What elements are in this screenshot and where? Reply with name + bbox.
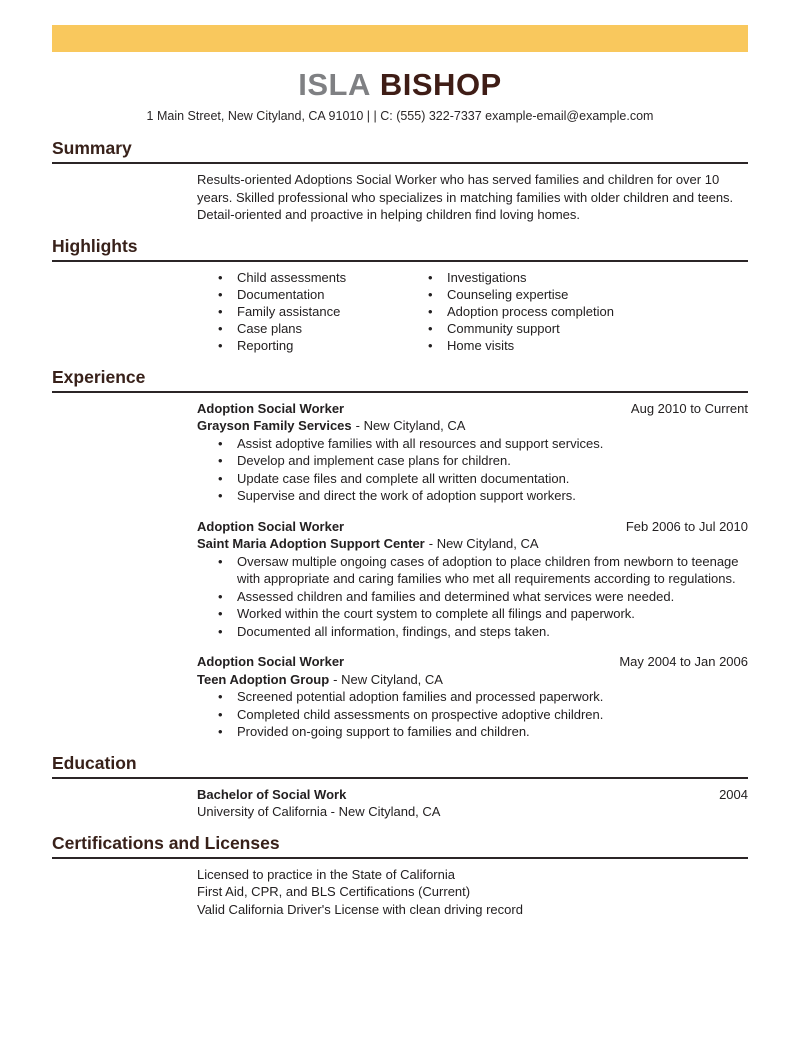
job-company-line xyxy=(197,417,748,435)
certification-item: Valid California Driver's License with clean driving record xyxy=(197,901,523,917)
job-bullet-text: Assessed children and families and determined what services were needed. xyxy=(237,588,675,604)
job-bullet xyxy=(197,470,748,488)
section-title-experience: Experience xyxy=(52,367,748,393)
bullet-icon: • xyxy=(428,303,433,319)
header-banner xyxy=(52,25,748,52)
bullet-icon: • xyxy=(218,303,223,319)
bullet-icon: • xyxy=(218,470,223,486)
job-title: Adoption Social Worker xyxy=(197,654,345,670)
job-dates: Aug 2010 to Current xyxy=(630,400,748,416)
job-bullet-text: Screened potential adoption families and processed paperwork. xyxy=(237,689,604,705)
certification-item: Licensed to practice in the State of California xyxy=(197,866,455,882)
bullet-icon: • xyxy=(218,269,223,285)
job-company: Saint Maria Adoption Support Center xyxy=(197,536,425,552)
bullet-icon: • xyxy=(218,553,223,569)
highlights-columns xyxy=(197,269,748,355)
job-bullet xyxy=(197,605,748,623)
certification-item: First Aid, CPR, and BLS Certifications (Current) xyxy=(197,884,471,900)
bullet-icon: • xyxy=(218,321,223,337)
job-location: - New Cityland, CA xyxy=(333,671,443,687)
highlight-label: Family assistance xyxy=(237,303,341,319)
job-location: - New Cityland, CA xyxy=(428,536,539,552)
job-bullet-text: Assist adoptive families with all resources and support services. xyxy=(237,435,604,451)
bullet-icon: • xyxy=(428,321,433,337)
education-degree: Bachelor of Social Work xyxy=(197,786,347,802)
bullet-icon: • xyxy=(218,286,223,302)
section-title-summary: Summary xyxy=(52,138,748,164)
highlight-label: Reporting xyxy=(237,338,294,354)
candidate-name xyxy=(52,68,748,102)
job-bullet-text: Supervise and direct the work of adoption support workers. xyxy=(237,488,576,504)
job-bullet-text: Documented all information, findings, and steps taken. xyxy=(237,623,550,639)
bullet-icon: • xyxy=(428,286,433,302)
highlight-item xyxy=(197,337,428,354)
highlight-label: Documentation xyxy=(237,286,325,302)
highlights-column-1 xyxy=(197,269,428,355)
bullet-icon: • xyxy=(218,724,223,740)
bullet-icon: • xyxy=(218,706,223,722)
highlight-item xyxy=(428,286,748,303)
job-title: Adoption Social Worker xyxy=(197,518,345,534)
bullet-icon: • xyxy=(218,588,223,604)
job-company: Grayson Family Services xyxy=(197,418,352,434)
bullet-icon: • xyxy=(218,435,223,451)
highlight-item xyxy=(428,337,748,354)
section-title-certifications: Certifications and Licenses xyxy=(52,833,748,859)
job-bullet xyxy=(197,435,748,453)
job-bullet xyxy=(197,588,748,606)
job-bullet xyxy=(197,487,748,505)
resume-page xyxy=(0,25,800,918)
section-title-highlights: Highlights xyxy=(52,236,748,262)
highlight-item xyxy=(428,303,748,320)
highlight-item xyxy=(197,303,428,320)
candidate-last-name: BISHOP xyxy=(379,67,502,102)
bullet-icon: • xyxy=(218,689,223,705)
highlight-label: Adoption process completion xyxy=(447,303,614,319)
highlight-label: Child assessments xyxy=(237,269,347,285)
job-bullet-text: Completed child assessments on prospective adoptive children. xyxy=(237,706,604,722)
highlight-item xyxy=(197,320,428,337)
highlight-label: Counseling expertise xyxy=(447,286,569,302)
experience-entry xyxy=(197,400,748,505)
job-bullet-text: Update case files and complete all written documentation. xyxy=(237,470,570,486)
job-dates: May 2004 to Jan 2006 xyxy=(619,654,748,670)
job-title: Adoption Social Worker xyxy=(197,400,345,416)
summary-text: Results-oriented Adoptions Social Worker who has served families and children for over 10 years. Skilled professional who specializes in matching families with older children and teens. Detail-oriented and proactive in helping children find loving homes. xyxy=(197,172,734,222)
job-bullet-text: Provided on-going support to families and children. xyxy=(237,724,530,740)
bullet-icon: • xyxy=(218,338,223,354)
education-school: University of California - New Cityland, CA xyxy=(197,804,441,820)
job-company-line xyxy=(197,671,748,689)
job-bullet xyxy=(197,553,748,588)
highlight-label: Case plans xyxy=(237,321,303,337)
section-title-education: Education xyxy=(52,753,748,779)
highlight-label: Home visits xyxy=(447,338,515,354)
bullet-icon: • xyxy=(428,269,433,285)
job-dates: Feb 2006 to Jul 2010 xyxy=(625,518,748,534)
job-bullet-text: Worked within the court system to complete all filings and paperwork. xyxy=(237,606,635,622)
job-bullet xyxy=(197,723,748,741)
job-bullet-text: Develop and implement case plans for children. xyxy=(237,453,511,469)
job-bullet-text: Oversaw multiple ongoing cases of adoption to place children from newborn to teenage with appropriate and caring families who met all requirements according to regulations. xyxy=(237,553,739,587)
job-company: Teen Adoption Group xyxy=(197,671,330,687)
experience-entry xyxy=(197,653,748,741)
education-entry xyxy=(197,786,748,804)
education-year: 2004 xyxy=(719,786,748,802)
candidate-first-name: ISLA xyxy=(298,67,371,102)
experience-entry xyxy=(197,518,748,641)
highlight-item xyxy=(197,269,428,286)
highlight-label: Investigations xyxy=(447,269,527,285)
job-location: - New Cityland, CA xyxy=(355,418,466,434)
bullet-icon: • xyxy=(218,623,223,639)
job-bullet xyxy=(197,623,748,641)
job-bullet xyxy=(197,452,748,470)
highlight-item xyxy=(197,286,428,303)
bullet-icon: • xyxy=(218,606,223,622)
job-company-line xyxy=(197,535,748,553)
contact-line: 1 Main Street, New Cityland, CA 91010 | | C: (555) 322-7337 example-email@example.com xyxy=(146,109,654,123)
highlight-label: Community support xyxy=(447,321,560,337)
highlight-item xyxy=(428,320,748,337)
bullet-icon: • xyxy=(218,488,223,504)
job-bullet xyxy=(197,706,748,724)
highlights-column-2 xyxy=(428,269,748,355)
bullet-icon: • xyxy=(218,453,223,469)
bullet-icon: • xyxy=(428,338,433,354)
job-bullet xyxy=(197,688,748,706)
highlight-item xyxy=(428,269,748,286)
